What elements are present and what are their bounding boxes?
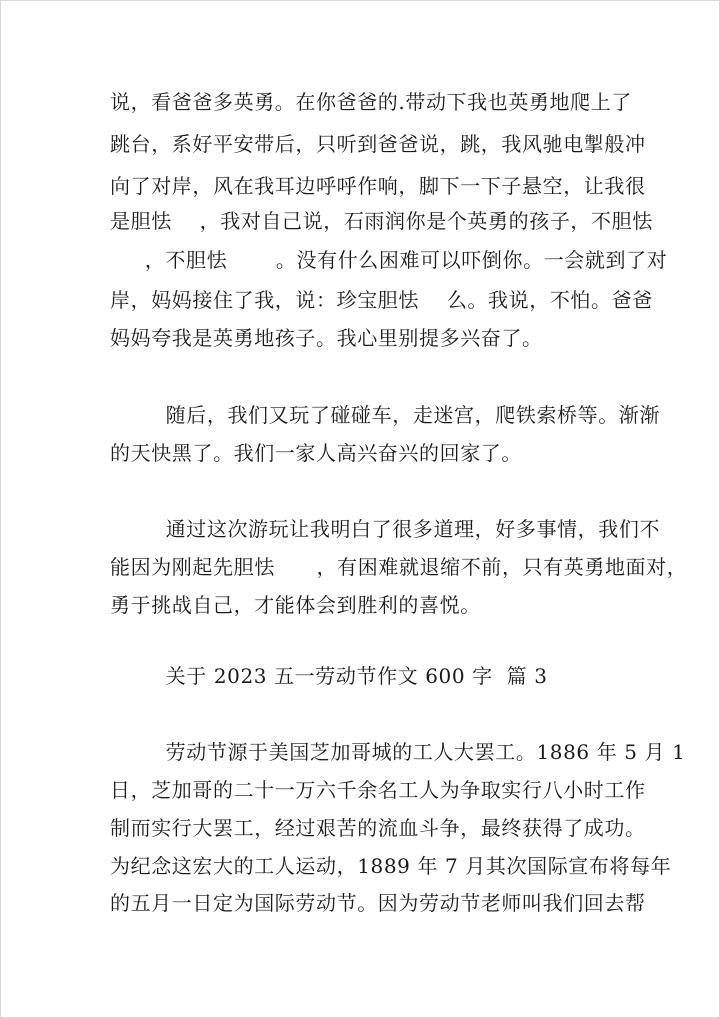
text-line: 通过这次游玩让我明白了很多道理，好多事情，我们不 — [110, 517, 661, 541]
text-line: 的五月一日定为国际劳动节。因为劳动节老师叫我们回去帮 — [110, 891, 646, 915]
text-line: 跳台，系好平安带后，只听到爸爸说，跳，我风驰电掣般冲 — [110, 132, 646, 156]
text-line: 为纪念这宏大的工人运动，1889 年 7 月其次国际宣布将每年 — [110, 854, 672, 878]
text-line: 向了对岸，风在我耳边呼呼作响，脚下一下子悬空，让我很 — [110, 174, 646, 198]
text-line: 勇于挑战自己，才能体会到胜利的喜悦。 — [110, 593, 481, 617]
text-line: 说，看爸爸多英勇。在你爸爸的.带动下我也英勇地爬上了 — [110, 90, 632, 114]
text-line: 日，芝加哥的二十一万六千余名工人为争取实行八小时工作 — [110, 778, 646, 802]
text-line: 的天快黑了。我们一家人高兴奋兴的回家了。 — [110, 441, 522, 465]
text-line: 妈妈夸我是英勇地孩子。我心里别提多兴奋了。 — [110, 326, 543, 350]
text-line: 岸，妈妈接住了我，说：珍宝胆怯 么。我说，不怕。爸爸 — [110, 288, 653, 312]
text-line: 随后，我们又玩了碰碰车，走迷宫，爬铁索桥等。渐渐 — [110, 403, 661, 427]
text-line: 劳动节源于美国芝加哥城的工人大罢工。1886 年 5 月 1 — [110, 740, 686, 764]
text-line: ，不胆怯 。没有什么困难可以吓倒你。一会就到了对 — [110, 248, 668, 272]
text-line: 是胆怯 ，我对自己说，石雨润你是个英勇的孩子，不胆怯 — [110, 209, 653, 233]
text-line: 制而实行大罢工，经过艰苦的流血斗争，最终获得了成功。 — [110, 816, 646, 840]
section-heading: 关于 2023 五一劳动节作文 600 字 篇 3 — [110, 664, 548, 688]
text-line: 能因为刚起先胆怯 ，有困难就退缩不前，只有英勇地面对， — [110, 555, 688, 579]
